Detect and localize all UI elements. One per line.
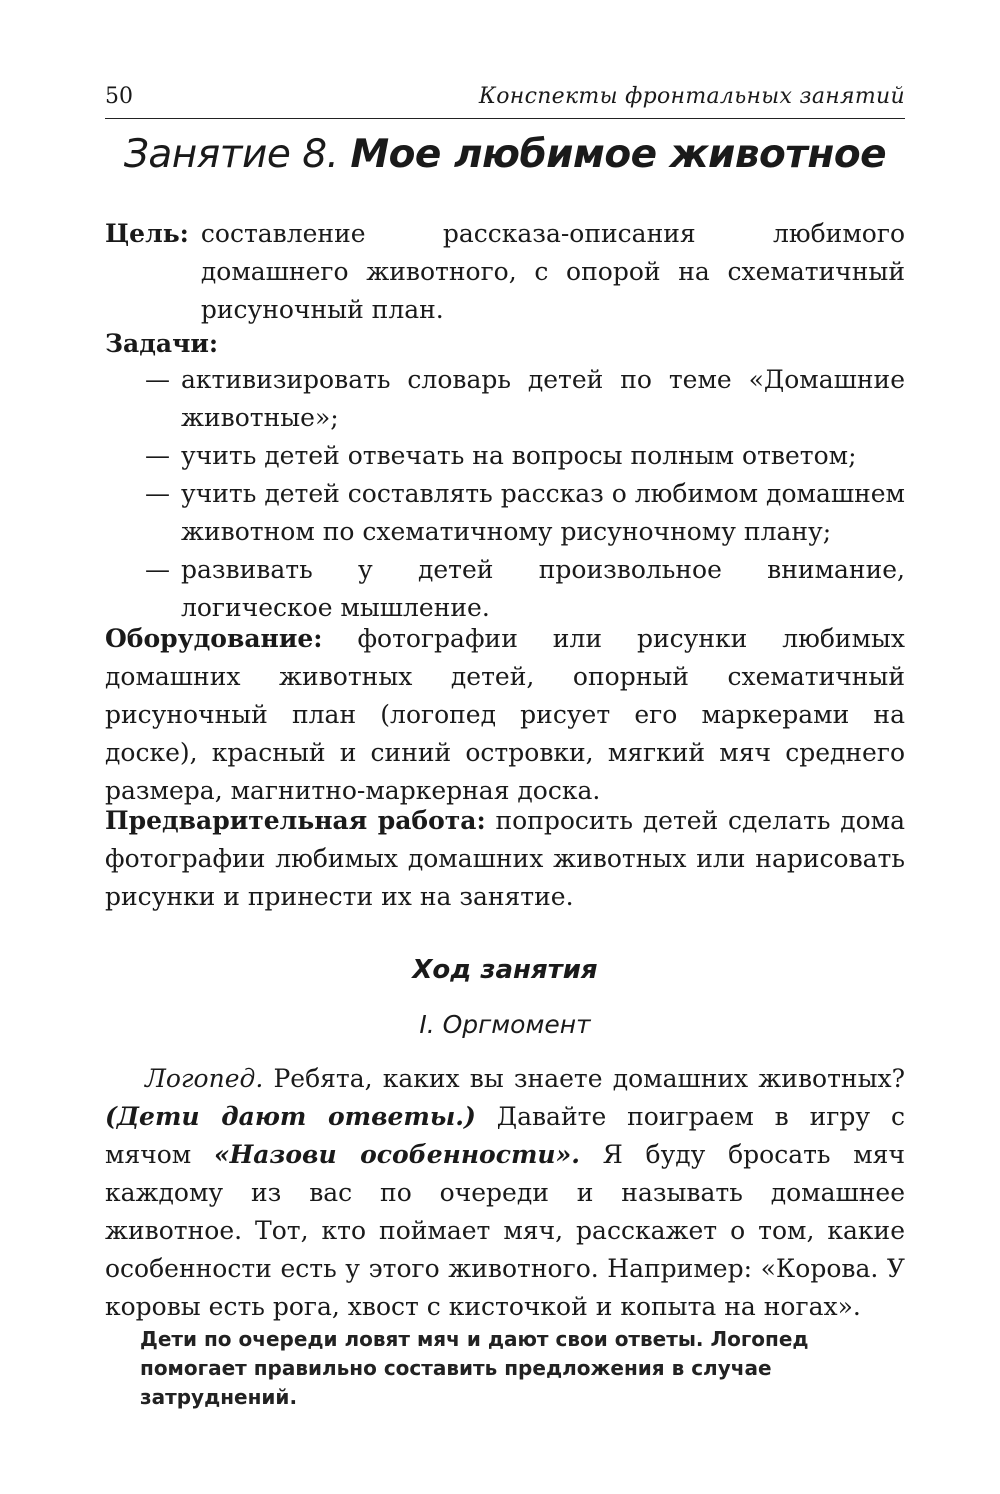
tasks-heading xyxy=(105,325,905,363)
goal-section xyxy=(105,215,905,329)
progress-heading: Ход занятия xyxy=(412,955,598,985)
running-header xyxy=(105,78,905,119)
list-item: — развивать у детей произвольное внимание, логическое мышление. xyxy=(145,555,905,622)
lesson-title xyxy=(105,132,905,177)
page-number: 50 xyxy=(105,84,133,109)
tasks-label: Задачи: xyxy=(105,329,219,358)
lesson-name: Мое любимое животное xyxy=(350,132,887,177)
stage-remark: (Дети дают ответы.) xyxy=(105,1102,476,1131)
running-title: Конспекты фронтальных занятий xyxy=(478,84,905,109)
list-item: — учить детей отвечать на вопросы полным ответом; xyxy=(145,441,857,470)
dialog-paragraph: Логопед. Ребята, каких вы знаете домашних животных? (Дети дают ответы.) Давайте поиграем в игру с мячом «Назови особенности». Я буду бросать мяч каждому из вас по очереди и называть домашнее животное. Тот, кто поймает мяч, расскажет о том, какие особенности есть у этого животного. Например: «Корова. У коровы есть рога, хвост с кисточкой и копыта на ногах». xyxy=(105,1064,905,1321)
instruction-note: Дети по очереди ловят мяч и дают свои ответы. Логопед помогает правильно составить предложения в случае затруднений. xyxy=(140,1327,809,1409)
list-item: — активизировать словарь детей по теме «Домашние животные»; xyxy=(145,365,905,432)
preliminary-text: попросить детей сделать дома фотографии любимых домашних животных или нарисовать рисунки и принести их на занятие. xyxy=(105,806,905,911)
section-heading: I. Оргмомент xyxy=(419,1010,591,1039)
equipment-section xyxy=(105,620,905,810)
game-name: «Назови особенности». xyxy=(213,1140,580,1169)
equipment-label: Оборудование: xyxy=(105,624,323,653)
equipment-text: фотографии или рисунки любимых домашних животных детей, опорный схематичный рисуночный план (логопед рисует его маркерами на доске), красный и синий островки, мягкий мяч среднего размера, магнитно-маркерная доска. xyxy=(105,624,906,805)
goal-label: Цель: xyxy=(105,219,189,248)
preliminary-label: Предварительная работа: xyxy=(105,806,486,835)
tasks-list xyxy=(145,361,905,627)
list-item: — учить детей составлять рассказ о любимом домашнем животном по схематичному рисуночному плану; xyxy=(145,479,905,546)
goal-text: составление рассказа-описания любимого домашнего животного, с опорой на схематичный рисуночный план. xyxy=(200,219,905,324)
preliminary-section xyxy=(105,802,905,916)
speaker: Логопед. xyxy=(145,1064,264,1093)
lesson-number: Занятие 8. xyxy=(123,132,339,177)
